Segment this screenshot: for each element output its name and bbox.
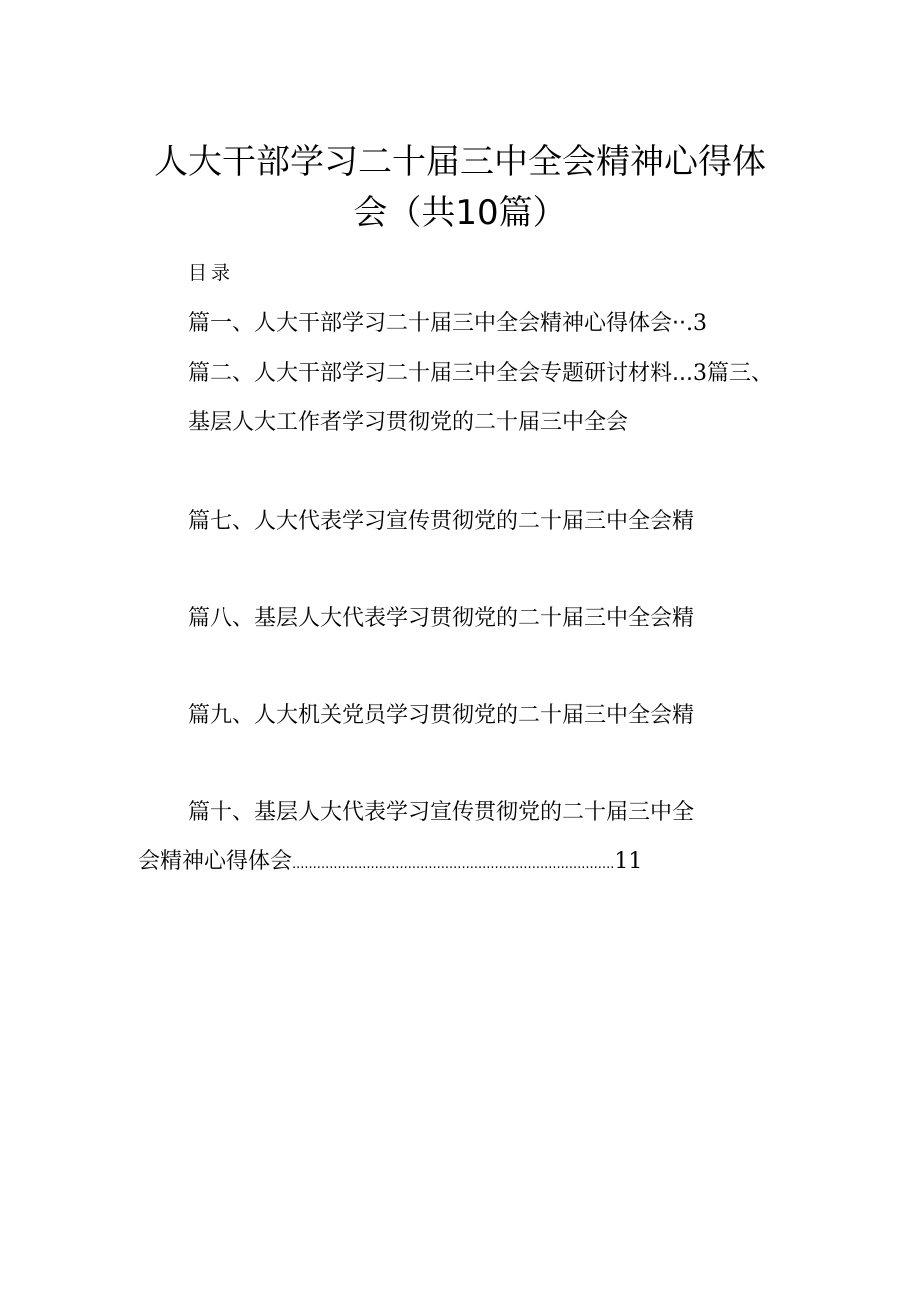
toc-entry-10-continued[interactable] bbox=[138, 847, 642, 880]
toc-entry-text: 篇十、基层人大代表学习宣传贯彻党的二十届三中全 bbox=[188, 800, 695, 825]
toc-entry-page: 3 bbox=[693, 361, 707, 386]
toc-entry-3[interactable] bbox=[188, 408, 628, 438]
toc-entry-2[interactable] bbox=[188, 359, 773, 389]
toc-entry-tail: 篇三、 bbox=[707, 361, 774, 386]
toc-entry-text: 基层人大工作者学习贯彻党的二十届三中全会 bbox=[188, 410, 629, 435]
toc-entry-text: 篇二、人大干部学习二十届三中全会专题研讨材料 bbox=[188, 361, 673, 386]
toc-entry-9[interactable] bbox=[188, 701, 694, 731]
toc-entry-text: 篇七、人大代表学习宣传贯彻党的二十届三中全会精 bbox=[188, 509, 695, 534]
toc-entry-text: 会精神心得体会 bbox=[138, 849, 293, 874]
toc-entry-leader: ·· bbox=[672, 311, 687, 336]
toc-entry-page: 11 bbox=[614, 849, 643, 874]
toc-entry-7[interactable] bbox=[188, 507, 694, 537]
toc-entry-page: .3 bbox=[686, 311, 708, 336]
document-title-line-1: 人大干部学习二十届三中全会精神心得体 bbox=[154, 142, 766, 182]
toc-entry-text: 篇九、人大机关党员学习贯彻党的二十届三中全会精 bbox=[188, 703, 695, 728]
toc-entry-leader: .............................................................................. bbox=[292, 857, 615, 872]
toc-entry-leader: ... bbox=[672, 361, 693, 386]
toc-entry-10[interactable] bbox=[188, 798, 694, 828]
toc-entry-text: 篇一、人大干部学习二十届三中全会精神心得体会 bbox=[188, 311, 673, 336]
toc-label: 目录 bbox=[188, 262, 235, 284]
toc-entry-8[interactable] bbox=[188, 604, 694, 634]
toc-entry-1[interactable] bbox=[188, 309, 707, 339]
document-title-line-2: 会（共10篇） bbox=[353, 193, 567, 233]
toc-entry-text: 篇八、基层人大代表学习贯彻党的二十届三中全会精 bbox=[188, 606, 695, 631]
